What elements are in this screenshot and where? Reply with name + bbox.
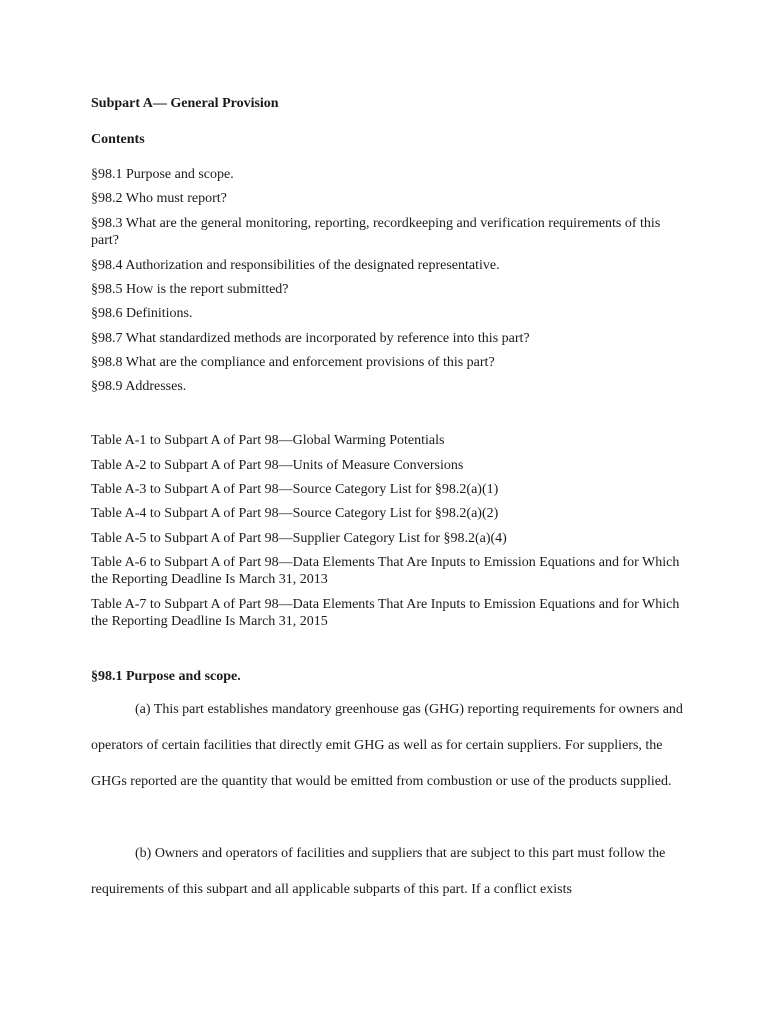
table-list-item[interactable]: Table A-6 to Subpart A of Part 98—Data Elements That Are Inputs to Emission Equations and for Which the Reporting Deadline Is March 31, 2013 bbox=[91, 555, 680, 587]
table-list-item[interactable]: Table A-3 to Subpart A of Part 98—Source Category List for §98.2(a)(1) bbox=[91, 482, 499, 497]
contents-item[interactable]: §98.1 Purpose and scope. bbox=[91, 167, 234, 182]
contents-item[interactable]: §98.9 Addresses. bbox=[91, 379, 187, 394]
table-list-item[interactable]: Table A-4 to Subpart A of Part 98—Source Category List for §98.2(a)(2) bbox=[91, 506, 499, 521]
subpart-title: Subpart A— General Provision bbox=[91, 96, 279, 111]
table-list-item[interactable]: Table A-1 to Subpart A of Part 98—Global Warming Potentials bbox=[91, 433, 445, 448]
contents-item[interactable]: §98.7 What standardized methods are incorporated by reference into this part? bbox=[91, 331, 530, 346]
contents-item[interactable]: §98.6 Definitions. bbox=[91, 306, 193, 321]
contents-item[interactable]: §98.3 What are the general monitoring, reporting, recordkeeping and verification requirements of this part? bbox=[91, 216, 661, 248]
paragraph-a: (a) This part establishes mandatory greenhouse gas (GHG) reporting requirements for owners and operators of certain facilities that directly emit GHG as well as for certain suppliers. For suppliers, the GHGs reported are the quantity that would be emitted from combustion or use of the products supplied. bbox=[91, 702, 683, 789]
contents-item[interactable]: §98.2 Who must report? bbox=[91, 191, 227, 206]
contents-item[interactable]: §98.4 Authorization and responsibilities of the designated representative. bbox=[91, 258, 500, 273]
table-list-item[interactable]: Table A-7 to Subpart A of Part 98—Data Elements That Are Inputs to Emission Equations and for Which the Reporting Deadline Is March 31, 2015 bbox=[91, 597, 680, 629]
table-list-item[interactable]: Table A-2 to Subpart A of Part 98—Units of Measure Conversions bbox=[91, 458, 464, 473]
section-heading: §98.1 Purpose and scope. bbox=[91, 669, 241, 684]
contents-heading: Contents bbox=[91, 132, 145, 147]
paragraph-b: (b) Owners and operators of facilities and suppliers that are subject to this part must follow the requirements of this subpart and all applicable subparts of this part. If a conflict exists bbox=[91, 846, 666, 897]
contents-item[interactable]: §98.5 How is the report submitted? bbox=[91, 282, 289, 297]
contents-item[interactable]: §98.8 What are the compliance and enforcement provisions of this part? bbox=[91, 355, 495, 370]
table-list-item[interactable]: Table A-5 to Subpart A of Part 98—Supplier Category List for §98.2(a)(4) bbox=[91, 531, 507, 546]
